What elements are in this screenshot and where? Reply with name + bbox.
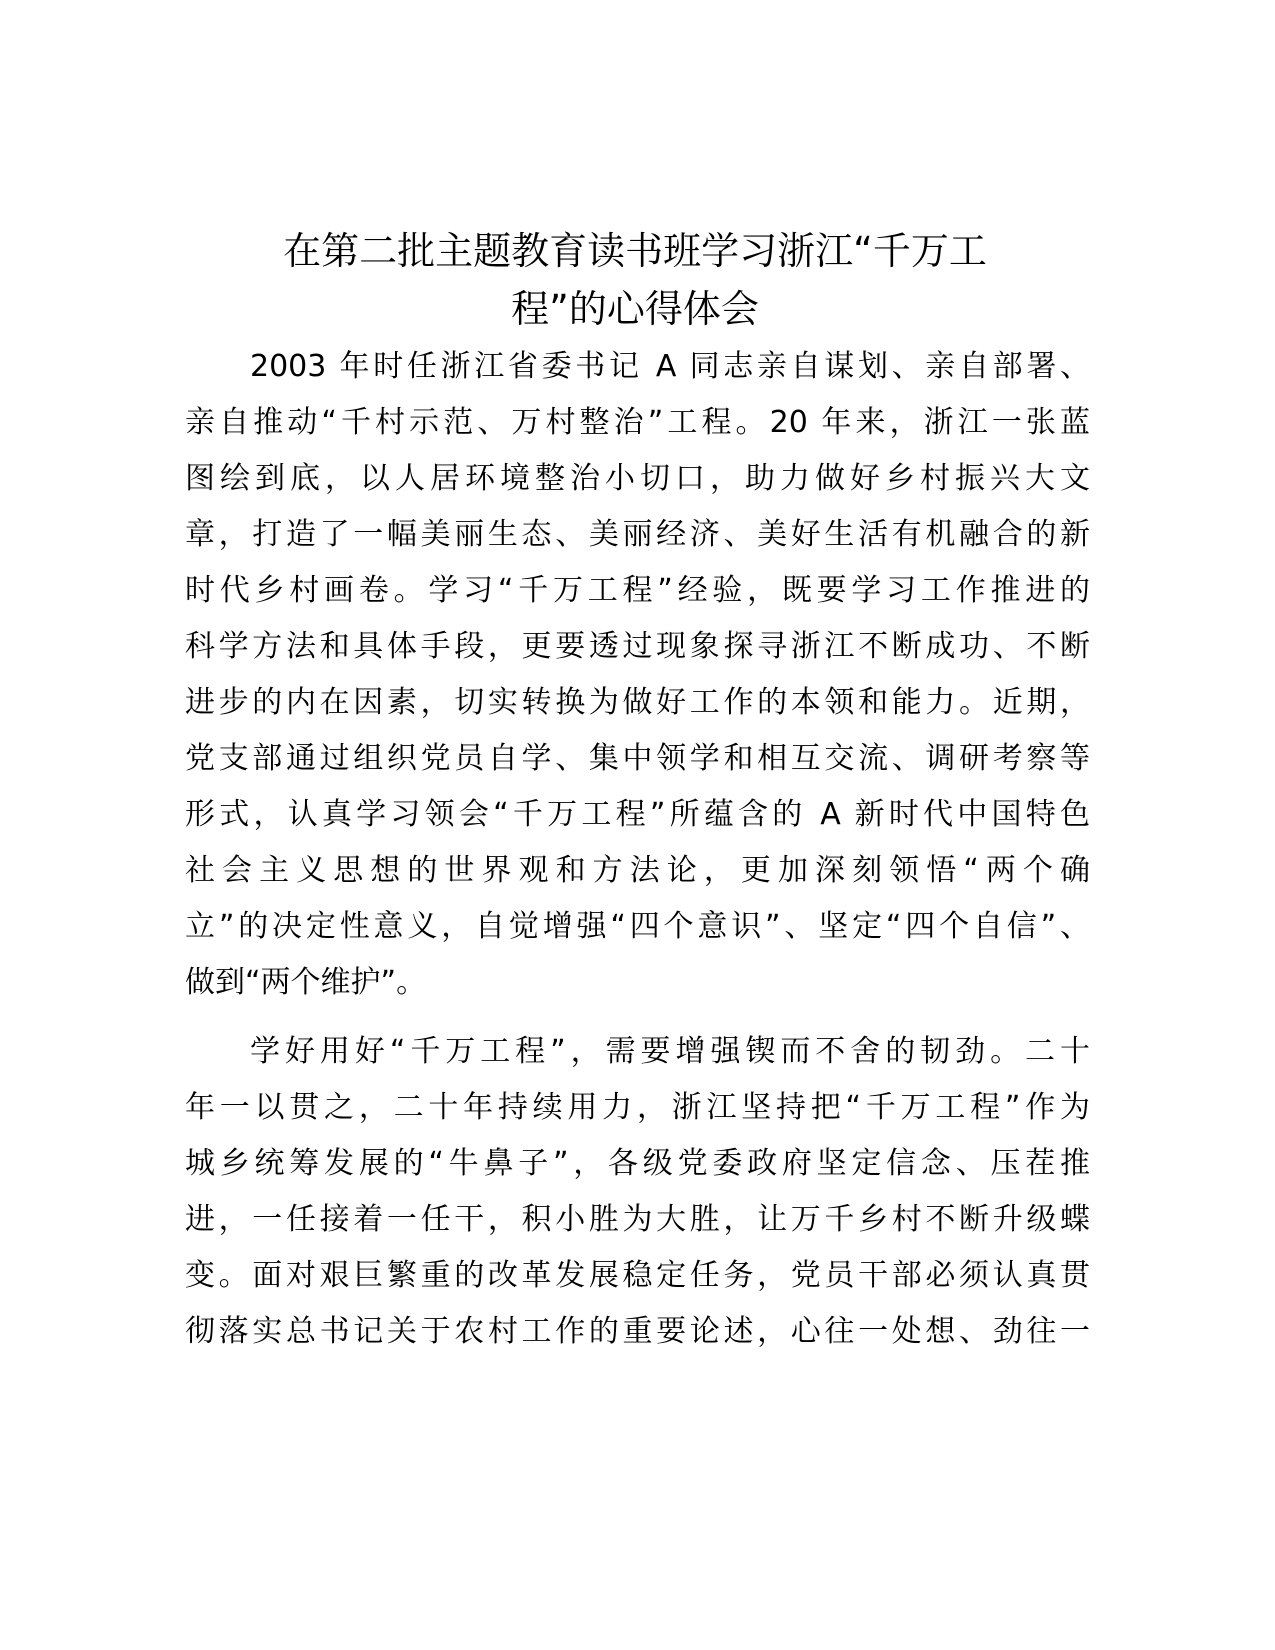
paragraph-1-line: 社会主义思想的世界观和方法论，更加深刻领悟“两个确	[185, 853, 1090, 888]
paragraph-1-line: 时代乡村画卷。学习“千万工程”经验，既要学习工作推进的	[185, 573, 1090, 608]
paragraph-2-line: 进，一任接着一任干，积小胜为大胜，让万千乡村不断升级蝶	[185, 1202, 1090, 1237]
paragraph-1-line: 章，打造了一幅美丽生态、美丽经济、美好生活有机融合的新	[185, 517, 1090, 552]
paragraph-1-line: 党支部通过组织党员自学、集中领学和相互交流、调研考察等	[185, 741, 1090, 776]
paragraph-1-line: 科学方法和具体手段，更要透过现象探寻浙江不断成功、不断	[185, 629, 1090, 664]
paragraph-2-line: 彻落实总书记关于农村工作的重要论述，心往一处想、劲往一	[185, 1314, 1090, 1349]
paragraph-1-line: 图绘到底，以人居环境整治小切口，助力做好乡村振兴大文	[185, 461, 1090, 496]
paragraph-2-line: 学好用好“千万工程”，需要增强锲而不舍的韧劲。二十	[250, 1034, 1090, 1069]
paragraph-1-line: 形式，认真学习领会“千万工程”所蕴含的 A 新时代中国特色	[185, 797, 1090, 832]
paragraph-2-line: 变。面对艰巨繁重的改革发展稳定任务，党员干部必须认真贯	[185, 1258, 1090, 1293]
paragraph-1-line: 2003 年时任浙江省委书记 A 同志亲自谋划、亲自部署、	[250, 349, 1090, 384]
document-title	[170, 222, 1100, 338]
title-line-2: 程”的心得体会	[511, 287, 759, 331]
paragraph-2-line: 城乡统筹发展的“牛鼻子”，各级党委政府坚定信念、压茬推	[185, 1146, 1090, 1181]
title-line-1: 在第二批主题教育读书班学习浙江“千万工	[283, 229, 987, 273]
paragraph-2-line: 年一以贯之，二十年持续用力，浙江坚持把“千万工程”作为	[185, 1090, 1090, 1125]
paragraph-1-line: 立”的决定性意义，自觉增强“四个意识”、坚定“四个自信”、	[185, 909, 1090, 944]
paragraph-1-line: 做到“两个维护”。	[185, 965, 427, 1000]
paragraph-1-line: 进步的内在因素，切实转换为做好工作的本领和能力。近期，	[185, 685, 1090, 720]
paragraph-1-line: 亲自推动“千村示范、万村整治”工程。20 年来，浙江一张蓝	[185, 405, 1090, 440]
